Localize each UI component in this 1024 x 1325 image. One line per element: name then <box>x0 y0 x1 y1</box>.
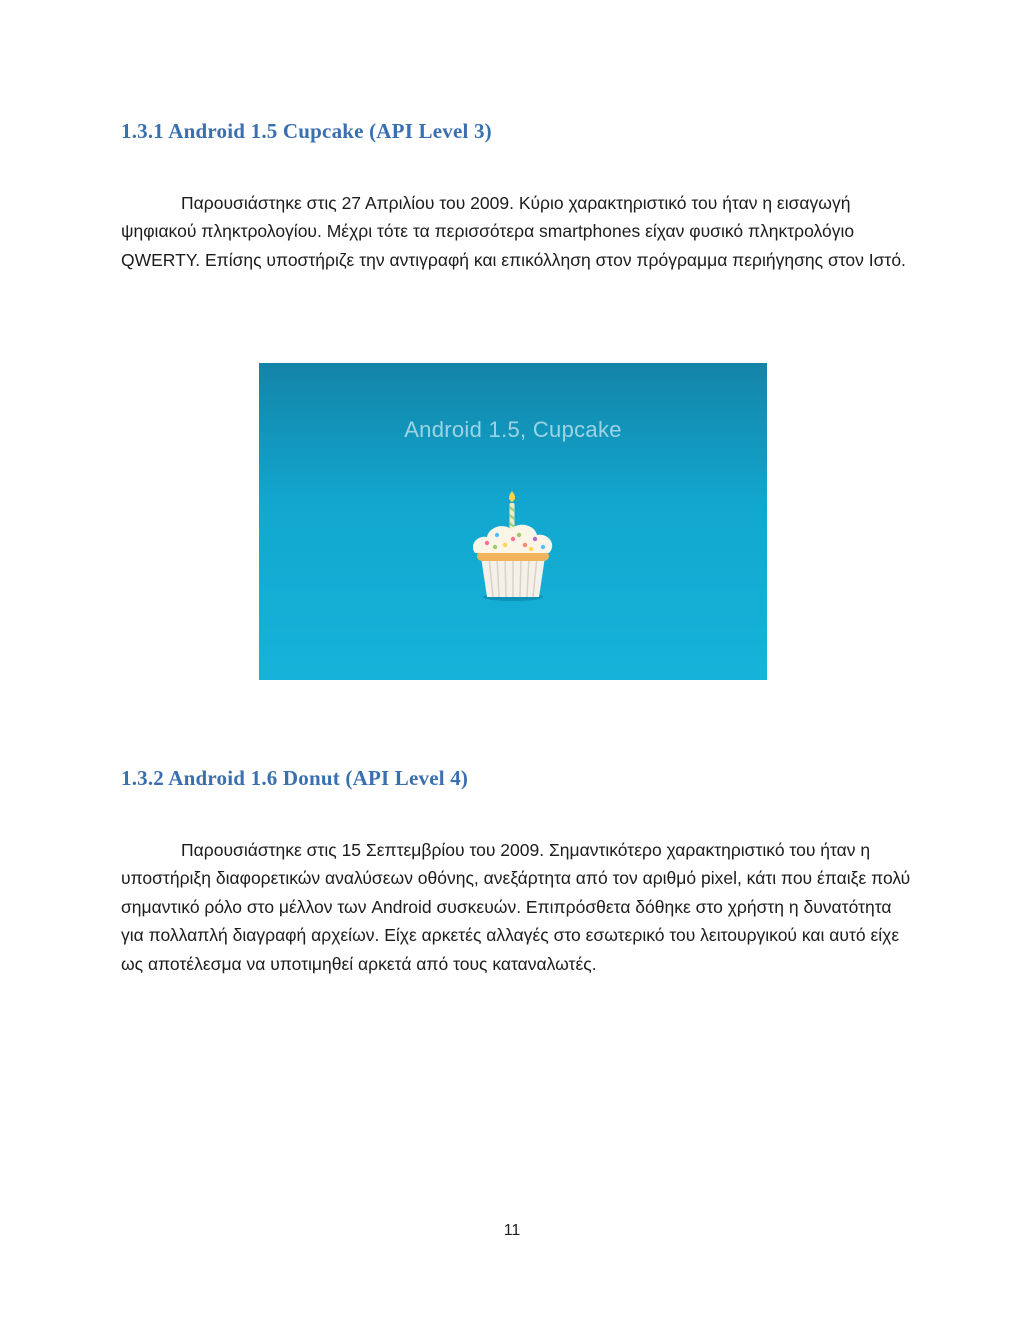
cupcake-figure <box>259 363 767 680</box>
page-number: 11 <box>503 1222 521 1239</box>
section-heading-donut: 1.3.2 Android 1.6 Donut (API Level 4) <box>121 766 469 790</box>
section-paragraph-donut: Παρουσιάστηκε στις 15 Σεπτεμβρίου του 2009. Σημαντικότερο χαρακτηριστικό του ήταν η υποστήριξη διαφορετικών αναλύσεων οθόνης, ανεξάρτητα από τον αριθμό pixel, κάτι που έπαιξε πολύ σημαντικό ρόλο στο μέλλον των Android συσκευών. Επιπρόσθετα δόθηκε στο χρήστη η δυνατότητα για πολλαπλή διαγραφή αρχείων. Είχε αρκετές αλλαγές στο εσωτερικό του λειτουργικού και αυτό είχε ως αποτέλεσμα να υποτιμηθεί αρκετά από τους καταναλωτές. <box>121 840 911 974</box>
section-paragraph-cupcake: Παρουσιάστηκε στις 27 Απριλίου του 2009. Κύριο χαρακτηριστικό του ήταν η εισαγωγή ψηφιακού πληκτρολογίου. Μέχρι τότε τα περισσότερα smartphones είχαν φυσικό πληκτρολόγιο QWERTY. Επίσης υποστήριζε την αντιγραφή και επικόλληση στον πρόγραμμα περιήγησης στον Ιστό. <box>121 193 906 270</box>
cupcake-icon <box>465 491 561 603</box>
section-heading-cupcake: 1.3.1 Android 1.5 Cupcake (API Level 3) <box>121 119 492 143</box>
figure-caption: Android 1.5, Cupcake <box>404 417 622 442</box>
